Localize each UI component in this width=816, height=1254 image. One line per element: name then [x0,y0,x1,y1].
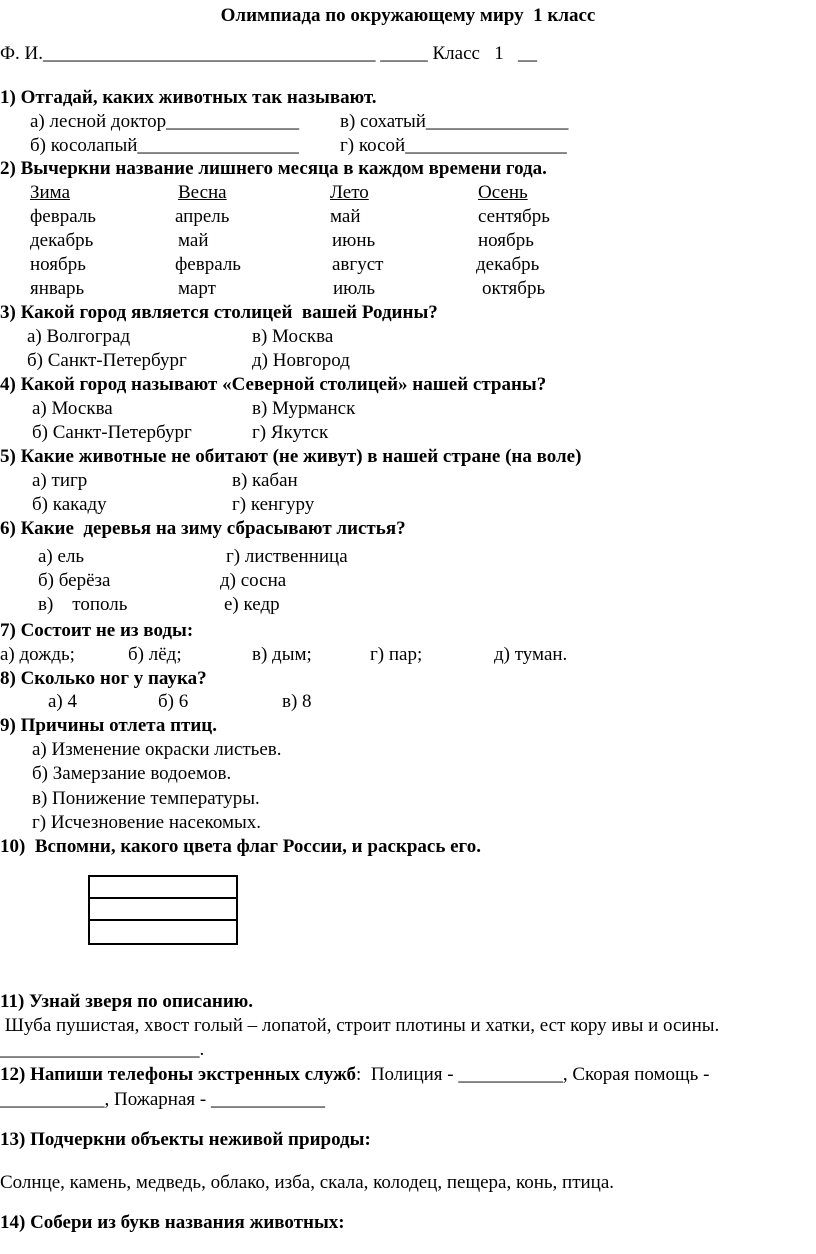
q1-option-b: б) косолапый_________________ [30,135,299,156]
month-cell: февраль [175,254,241,275]
q8-title: 8) Сколько ног у паука? [0,668,207,689]
q3-option-a: а) Волгоград [27,326,131,347]
q9-title: 9) Причины отлета птиц. [0,715,218,736]
month-cell: октябрь [482,278,546,299]
q6-option-a: а) ель [38,546,85,567]
month-cell: ноябрь [478,230,534,251]
month-cell: май [330,206,361,227]
q5-title: 5) Какие животные не обитают (не живут) в нашей стране (на воле) [0,446,582,467]
month-cell: декабрь [476,254,540,275]
q1-title: 1) Отгадай, каких животных так называют. [0,87,377,108]
month-cell: февраль [30,206,96,227]
q7-option: а) дождь; [0,644,75,665]
q5-option-a: а) тигр [32,470,88,491]
name-label: Ф. И. [0,43,43,64]
q8-option: в) 8 [282,691,312,712]
q9-option: в) Понижение температуры. [32,788,260,809]
month-cell: март [178,278,216,299]
q6-title: 6) Какие деревья на зиму сбрасывают листья? [0,518,406,539]
q4-option-b: б) Санкт-Петербург [32,422,192,443]
month-cell: сентябрь [478,206,550,227]
q5-option-d: г) кенгуру [232,494,315,515]
q7-option: г) пар; [370,644,423,665]
q6-option-c: в) тополь [38,594,128,615]
q8-option: б) 6 [158,691,189,712]
name-line: Ф. И.___________________________________ _____ Класс 1 __ [0,43,537,64]
q4-option-a: а) Москва [32,398,113,419]
q14-title: 14) Собери из букв названия животных: [0,1212,345,1233]
q13-title: 13) Подчеркни объекты неживой природы: [0,1129,371,1150]
q2-title: 2) Вычеркни название лишнего месяца в каждом времени года. [0,158,547,179]
q8-option: а) 4 [48,691,78,712]
q6-option-e: д) сосна [220,570,287,591]
q7-title: 7) Состоит не из воды: [0,620,194,641]
q6-option-f: е) кедр [224,594,280,615]
q7-option: в) дым; [252,644,312,665]
q12-text: : Полиция - ___________, Скорая помощь - [356,1064,710,1085]
q13-text: Солнце, камень, медведь, облако, изба, скала, колодец, пещера, конь, птица. [0,1172,615,1193]
q6-option-b: б) берёза [38,570,111,591]
season-autumn: Осень [478,182,528,203]
q12-title: 12) Напиши телефоны экстренных служб [0,1064,357,1085]
season-summer: Лето [330,182,369,203]
month-cell: декабрь [30,230,94,251]
q11-text: Шуба пушистая, хвост голый – лопатой, строит плотины и хатки, ест кору ивы и осины. [0,1015,720,1036]
month-cell: апрель [175,206,230,227]
flag-stripe-middle[interactable] [90,899,236,921]
page-title: Олимпиада по окружающему миру 1 класс [220,5,596,26]
class-value: 1 [494,43,504,64]
q3-option-b: б) Санкт-Петербург [27,350,187,371]
q9-option: а) Изменение окраски листьев. [32,739,282,760]
month-cell: январь [30,278,85,299]
flag-stripe-top[interactable] [90,877,236,899]
q9-option: б) Замерзание водоемов. [32,763,232,784]
q3-option-c: в) Москва [252,326,334,347]
q4-option-d: г) Якутск [252,422,329,443]
q4-option-c: в) Мурманск [252,398,356,419]
q11-title: 11) Узнай зверя по описанию. [0,991,254,1012]
month-cell: июнь [332,230,376,251]
season-winter: Зима [30,182,71,203]
q11-answer-blank[interactable]: _____________________. [0,1039,205,1060]
q9-option: г) Исчезновение насекомых. [32,812,261,833]
q1-option-d: г) косой_________________ [340,135,567,156]
class-label: Класс [432,43,480,64]
month-cell: май [178,230,209,251]
q5-option-c: в) кабан [232,470,298,491]
q4-title: 4) Какой город называют «Северной столицей» нашей страны? [0,374,547,395]
q5-option-b: б) какаду [32,494,107,515]
month-cell: август [332,254,384,275]
q3-option-d: д) Новгород [252,350,350,371]
q3-title: 3) Какой город является столицей вашей Родины? [0,302,438,323]
q12-text2: ___________, Пожарная - ____________ [0,1089,325,1110]
month-cell: июль [333,278,376,299]
flag-stripe-bottom[interactable] [90,921,236,943]
q7-option: д) туман. [494,644,568,665]
q6-option-d: г) лиственница [226,546,348,567]
month-cell: ноябрь [30,254,86,275]
russian-flag-box[interactable] [88,875,238,945]
q1-option-c: в) сохатый_______________ [340,111,569,132]
q12-line [0,1064,709,1086]
q7-option: б) лёд; [128,644,182,665]
q1-option-a: а) лесной доктор______________ [30,111,300,132]
q10-title: 10) Вспомни, какого цвета флаг России, и раскрась его. [0,836,481,857]
name-blank: ___________________________________ _____ [42,43,433,64]
season-spring: Весна [178,182,227,203]
